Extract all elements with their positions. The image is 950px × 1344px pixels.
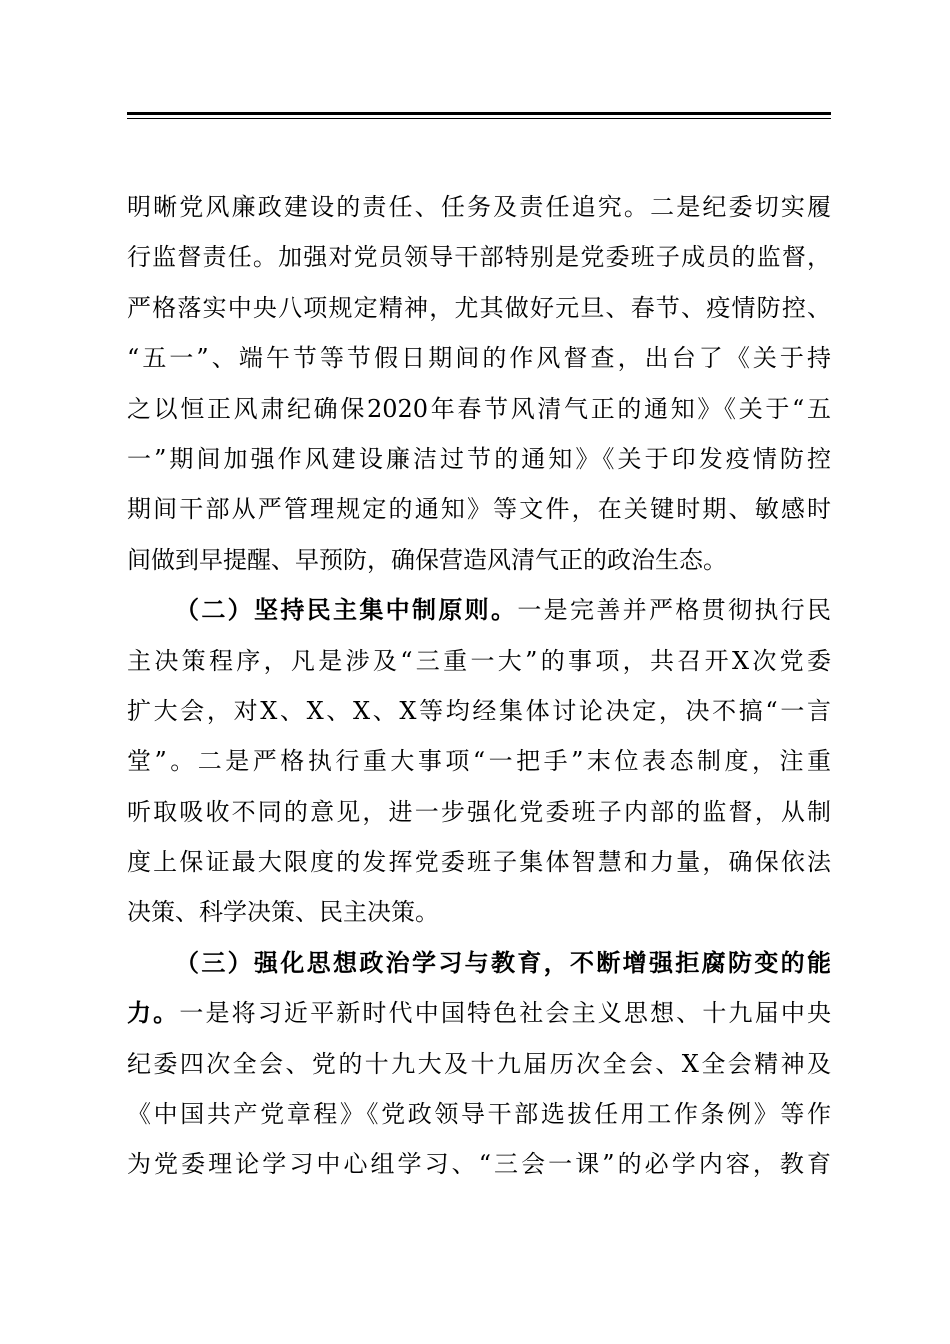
text-line: 《中国共产党章程》《党政领导干部选拔任用工作条例》等作	[127, 1100, 831, 1129]
text-line: 扩大会，对X、X、X、X等均经集体讨论决定，决不搞“一言	[127, 696, 831, 725]
text-line: 明晰党风廉政建设的责任、任务及责任追究。二是纪委切实履	[127, 193, 831, 221]
section-heading-2: （二）坚持民主集中制原则。	[175, 595, 518, 625]
paragraph-2	[127, 585, 831, 938]
section-heading-3: （三）强化思想政治学习与教育，不断增强拒腐防变的能	[175, 947, 831, 977]
text-run: 一是将习近平新时代中国特色社会主义思想、十九届中央	[179, 999, 831, 1028]
text-run: 一是完善并严格贯彻执行民	[517, 596, 831, 625]
text-line: 主决策程序，凡是涉及“三重一大”的事项，共召开X次党委	[127, 646, 831, 675]
document-body	[127, 182, 831, 1190]
text-line: 一”期间加强作风建设廉洁过节的通知》《关于印发疫情防控	[127, 444, 831, 473]
text-line: 期间干部从严管理规定的通知》等文件，在关键时期、敏感时	[127, 495, 831, 524]
paragraph-3	[127, 938, 831, 1190]
text-line: “五一”、端午节等节假日期间的作风督查，出台了《关于持	[127, 344, 831, 373]
text-line	[127, 585, 831, 635]
text-line: 行监督责任。加强对党员领导干部特别是党委班子成员的监督，	[127, 243, 831, 272]
text-line: 纪委四次全会、党的十九大及十九届历次全会、X全会精神及	[127, 1049, 831, 1078]
text-line: 间做到早提醒、早预防，确保营造风清气正的政治生态。	[127, 545, 727, 574]
text-line: 为党委理论学习中心组学习、“三会一课”的必学内容，教育	[127, 1150, 831, 1179]
paragraph-1	[127, 182, 831, 585]
text-line	[127, 988, 831, 1038]
text-line: 决策、科学决策、民主决策。	[127, 898, 439, 927]
text-line: 堂”。二是严格执行重大事项“一把手”末位表态制度，注重	[127, 747, 831, 776]
header-rule-thin	[127, 118, 831, 119]
text-line: 度上保证最大限度的发挥党委班子集体智慧和力量，确保依法	[127, 848, 831, 877]
text-line: 之以恒正风肃纪确保2020年春节风清气正的通知》《关于“五	[127, 394, 831, 423]
text-line: 严格落实中央八项规定精神，尤其做好元旦、春节、疫情防控、	[127, 293, 831, 322]
header-rule-thick	[127, 112, 831, 115]
text-line: 听取吸收不同的意见，进一步强化党委班子内部的监督，从制	[127, 797, 831, 826]
section-heading-3-end: 力。	[127, 998, 180, 1028]
